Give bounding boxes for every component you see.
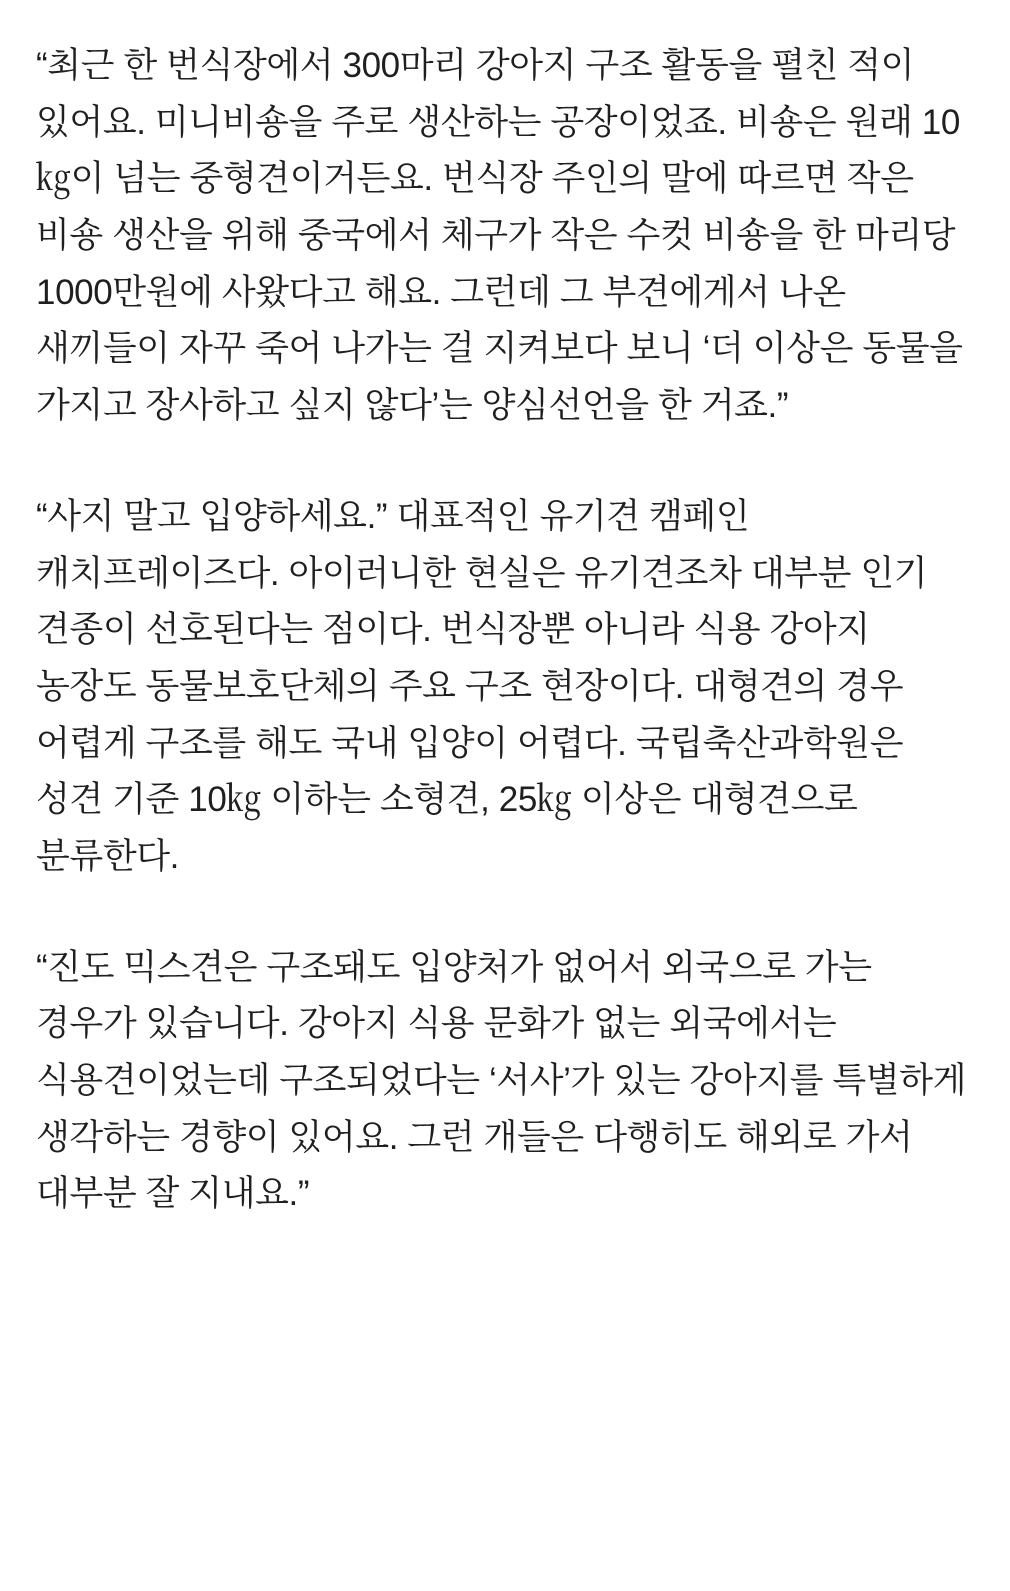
article-paragraph-1: “최근 한 번식장에서 300마리 강아지 구조 활동을 펼친 적이 있어요. 미니비숑을 주로 생산하는 공장이었죠. 비숑은 원래 10㎏이 넘는 중형견이거든요. 번식장 주인의 말에 따르면 작은 비숑 생산을 위해 중국에서 체구가 작은 수컷 비숑을 한 마리당 1000만원에 사왔다고 해요. 그런데 그 부견에게서 나온 새끼들이 자꾸 죽어 나가는 걸 지켜보다 보니 ‘더 이상은 동물을 가지고 장사하고 싶지 않다’는 양심선언을 한 거죠.”	[36, 46, 963, 426]
article-paragraph-3: “진도 믹스견은 구조돼도 입양처가 없어서 외국으로 가는 경우가 있습니다. 강아지 식용 문화가 없는 외국에서는 식용견이었는데 구조되었다는 ‘서사’가 있는 강아지를 특별하게 생각하는 경향이 있어요. 그런 개들은 다행히도 해외로 가서 대부분 잘 지내요.”	[36, 947, 967, 1214]
article-paragraph-2: “사지 말고 입양하세요.” 대표적인 유기견 캠페인 캐치프레이즈다. 아이러니한 현실은 유기견조차 대부분 인기 견종이 선호된다는 점이다. 번식장뿐 아니라 식용 강아지 농장도 동물보호단체의 주요 구조 현장이다. 대형견의 경우 어렵게 구조를 해도 국내 입양이 어렵다. 국립축산과학원은 성견 기준 10㎏ 이하는 소형견, 25㎏ 이상은 대형견으로 분류한다.	[36, 496, 928, 876]
